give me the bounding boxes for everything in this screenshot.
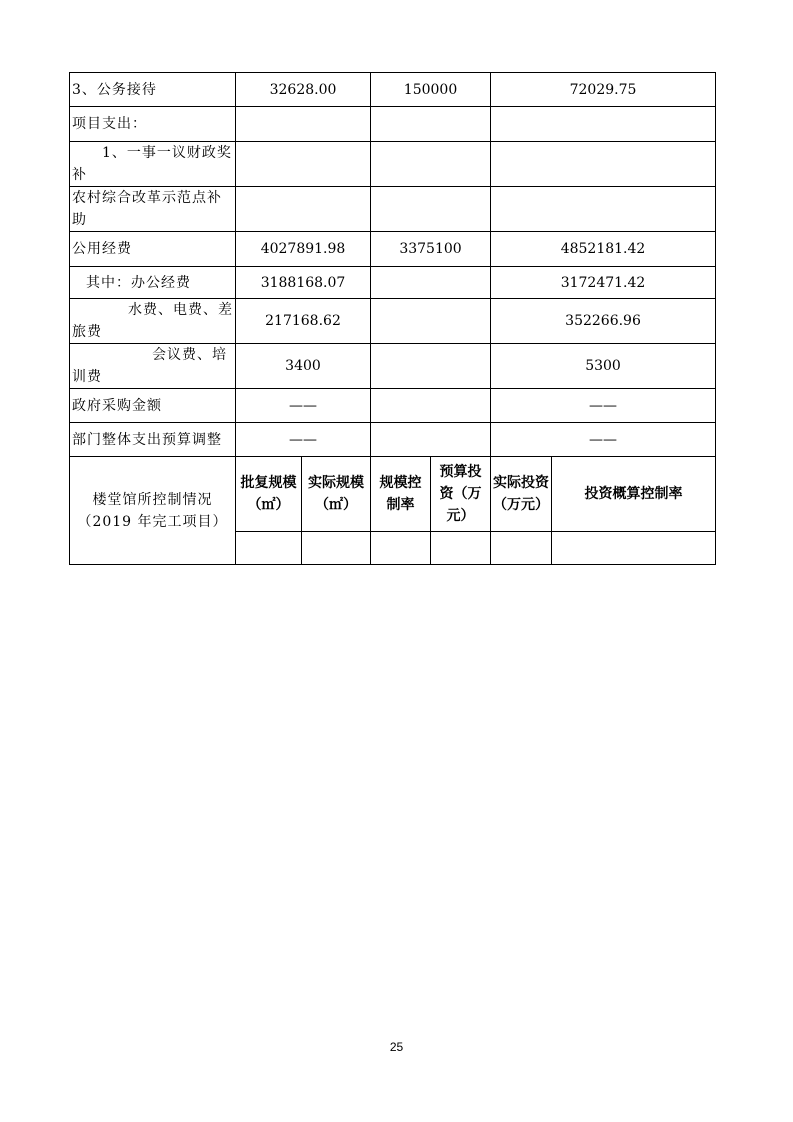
cell-budget: 150000 xyxy=(371,73,491,107)
value-investment-control-rate xyxy=(552,532,716,565)
row-label-line2: 训费 xyxy=(72,369,102,385)
cell-final-accounts: 3400 xyxy=(236,344,371,389)
cell-budget xyxy=(371,389,491,423)
table-row xyxy=(70,142,716,187)
value-approved-scale xyxy=(236,532,302,565)
row-label: 农村综合改革示范点补助 xyxy=(70,187,236,232)
cell-prior-year xyxy=(491,142,716,187)
cell-budget xyxy=(371,267,491,299)
page-number: 25 xyxy=(389,1040,404,1054)
row-label xyxy=(70,299,236,344)
table-row xyxy=(70,344,716,389)
value-scale-control-rate xyxy=(371,532,431,565)
row-label: 3、公务接待 xyxy=(70,73,236,107)
cell-budget xyxy=(371,187,491,232)
control-header-row xyxy=(70,457,716,532)
table-row xyxy=(70,232,716,267)
building-control-label-line2: （2019 年完工项目） xyxy=(77,513,228,530)
cell-final-accounts: —— xyxy=(236,389,371,423)
row-label-line1: 水费、电费、差 xyxy=(128,302,233,318)
table-row xyxy=(70,299,716,344)
cell-prior-year: 5300 xyxy=(491,344,716,389)
cell-final-accounts: 4027891.98 xyxy=(236,232,371,267)
cell-budget xyxy=(371,423,491,457)
header-budget-investment: 预算投资（万元） xyxy=(431,457,491,532)
row-label: 其中：办公经费 xyxy=(70,267,236,299)
row-label: 部门整体支出预算调整 xyxy=(70,423,236,457)
cell-prior-year: 4852181.42 xyxy=(491,232,716,267)
table-row xyxy=(70,187,716,232)
value-actual-scale xyxy=(302,532,371,565)
cell-prior-year: 3172471.42 xyxy=(491,267,716,299)
row-label xyxy=(70,344,236,389)
cell-budget xyxy=(371,344,491,389)
cell-prior-year xyxy=(491,187,716,232)
cell-final-accounts xyxy=(236,107,371,142)
table-row xyxy=(70,423,716,457)
header-approved-scale: 批复规模（㎡） xyxy=(236,457,302,532)
cell-final-accounts: 3188168.07 xyxy=(236,267,371,299)
header-actual-scale: 实际规模（㎡） xyxy=(302,457,371,532)
cell-budget xyxy=(371,107,491,142)
cell-final-accounts: 217168.62 xyxy=(236,299,371,344)
cell-budget xyxy=(371,299,491,344)
header-actual-investment: 实际投资（万元） xyxy=(491,457,552,532)
table-row xyxy=(70,267,716,299)
row-label-line1: 会议费、培 xyxy=(152,347,227,363)
table-row xyxy=(70,389,716,423)
value-budget-investment xyxy=(431,532,491,565)
row-label-line2: 旅费 xyxy=(72,324,102,340)
row-label: 1、一事一议财政奖补 xyxy=(70,142,236,187)
table-row xyxy=(70,73,716,107)
row-label: 项目支出： xyxy=(70,107,236,142)
cell-prior-year: 72029.75 xyxy=(491,73,716,107)
building-control-label xyxy=(70,457,236,565)
cell-final-accounts xyxy=(236,142,371,187)
cell-prior-year xyxy=(491,107,716,142)
value-actual-investment xyxy=(491,532,552,565)
cell-budget xyxy=(371,142,491,187)
building-control-label-line1: 楼堂馆所控制情况 xyxy=(92,491,213,508)
row-label: 政府采购金额 xyxy=(70,389,236,423)
cell-final-accounts: —— xyxy=(236,423,371,457)
row-label: 公用经费 xyxy=(70,232,236,267)
cell-budget: 3375100 xyxy=(371,232,491,267)
header-scale-control-rate: 规模控制率 xyxy=(371,457,431,532)
cell-final-accounts: 32628.00 xyxy=(236,73,371,107)
cell-prior-year: —— xyxy=(491,389,716,423)
cell-prior-year: 352266.96 xyxy=(491,299,716,344)
cell-final-accounts xyxy=(236,187,371,232)
table-row xyxy=(70,107,716,142)
cell-prior-year: —— xyxy=(491,423,716,457)
header-investment-control-rate: 投资概算控制率 xyxy=(552,457,716,532)
budget-table xyxy=(69,72,716,565)
